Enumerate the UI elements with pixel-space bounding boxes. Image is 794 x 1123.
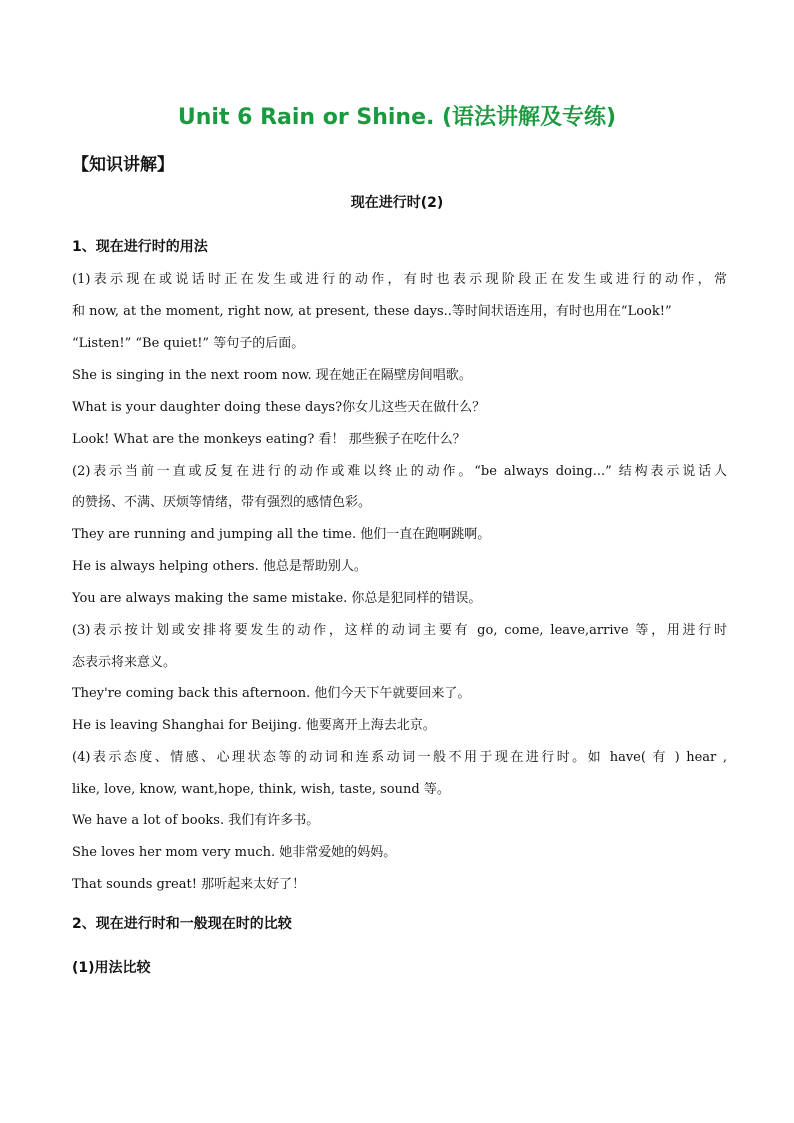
text-line: He is always helping others. 他总是帮助别人。: [72, 559, 367, 574]
heading-comparison: 2、现在进行时和一般现在时的比较: [72, 916, 292, 932]
text-line: 的赞扬、不满、厌烦等情绪，带有强烈的感情色彩。: [72, 495, 372, 510]
text-line: She is singing in the next room now. 现在她正在隔壁房间唱歌。: [72, 368, 472, 383]
doc-title: Unit 6 Rain or Shine. (语法讲解及专练): [177, 105, 617, 130]
text-line: We have a lot of books. 我们有许多书。: [72, 813, 320, 828]
text-line: (1)表示现在或说话时正在发生或进行的动作，有时也表示现阶段正在发生或进行的动作，常: [72, 272, 727, 287]
text-line: (4)表示态度、情感、心理状态等的动词和连系动词一般不用于现在进行时。如 have( 有 ) hear ,: [72, 750, 727, 765]
text-line: She loves her mom very much. 她非常爱她的妈妈。: [72, 845, 397, 860]
text-line: 和 now, at the moment, right now, at present, these days..等时间状语连用，有时也用在“Look!”: [72, 304, 672, 319]
text-line: like, love, know, want,hope, think, wish, taste, sound 等。: [72, 782, 450, 797]
text-line: (3)表示按计划或安排将要发生的动作，这样的动词主要有 go, come, leave,arrive 等，用进行时: [72, 623, 727, 638]
text-line: They are running and jumping all the time. 他们一直在跑啊跳啊。: [72, 527, 491, 542]
doc-subtitle: 现在进行时(2): [350, 195, 444, 211]
text-line: Look! What are the monkeys eating? 看！ 那些猴子在吃什么？: [72, 432, 466, 447]
heading-usage-comparison: (1)用法比较: [72, 960, 151, 976]
text-line: He is leaving Shanghai for Beijing. 他要离开上海去北京。: [72, 718, 436, 733]
text-line: What is your daughter doing these days?你女儿这些天在做什么？: [72, 400, 486, 415]
text-line: 态表示将来意义。: [72, 655, 177, 670]
text-line: That sounds great! 那听起来太好了！: [72, 877, 306, 892]
text-line: (2)表示当前一直或反复在进行的动作或难以终止的动作。“be always doing...” 结构表示说话人: [72, 464, 727, 479]
heading-usage: 1、现在进行时的用法: [72, 239, 208, 255]
text-line: You are always making the same mistake. 你总是犯同样的错误。: [72, 591, 482, 606]
text-line: They're coming back this afternoon. 他们今天下午就要回来了。: [72, 686, 471, 701]
text-line: “Listen!” “Be quiet!” 等句子的后面。: [72, 336, 305, 351]
section-label: 【知识讲解】: [72, 155, 174, 175]
